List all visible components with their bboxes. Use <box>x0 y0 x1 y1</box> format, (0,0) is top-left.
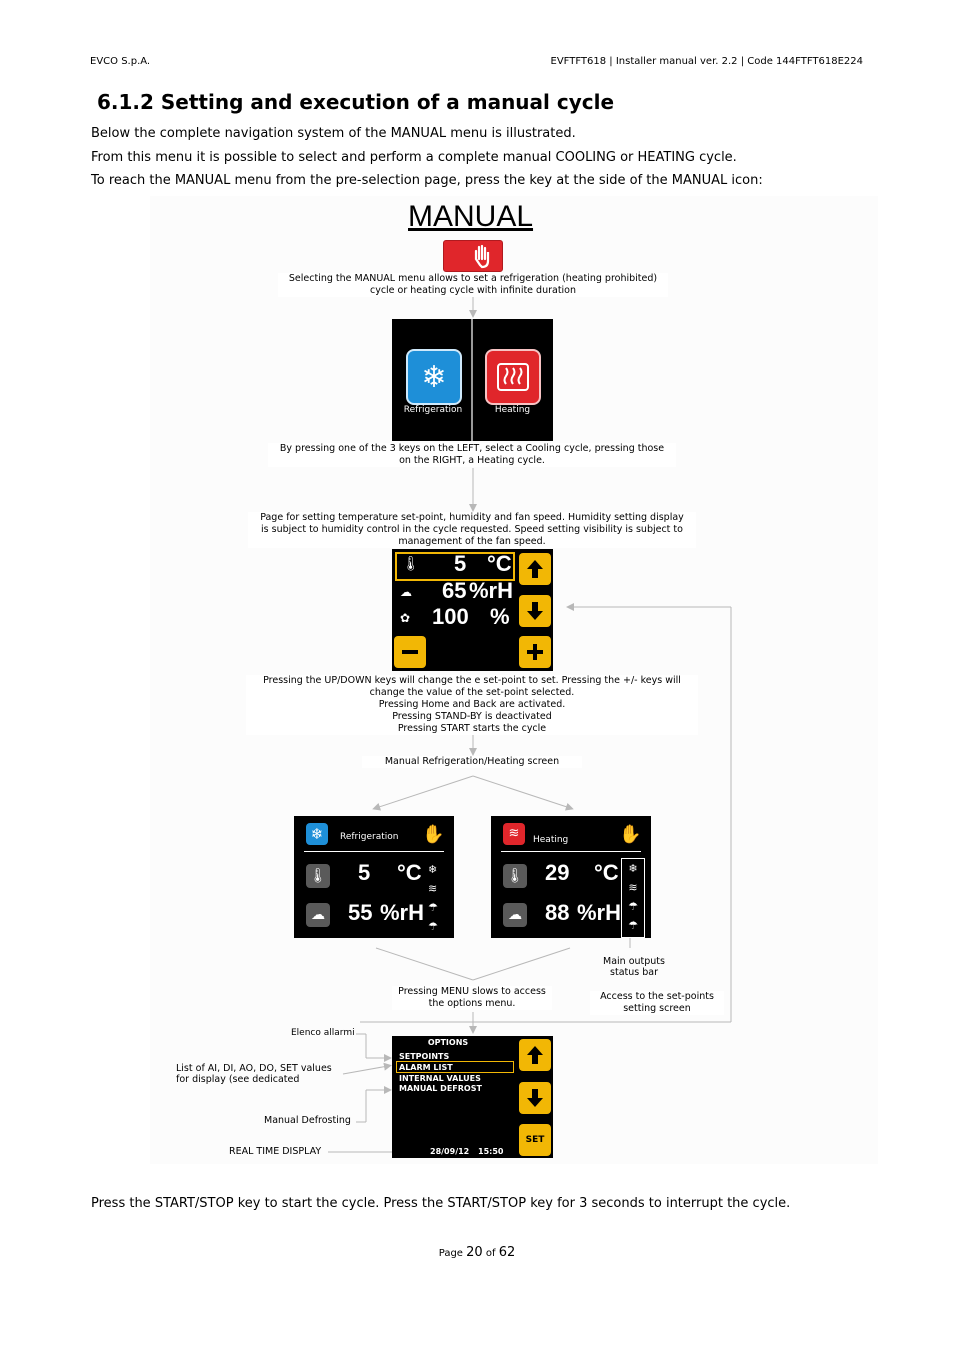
outputs-status-bar: ❄ ≋ ☂ ☂ <box>428 863 438 933</box>
label-values-list: List of AI, DI, AO, DO, SET values for display (see dedicated <box>176 1063 332 1085</box>
current-temp: 5 <box>358 860 371 885</box>
menu-item-internal-values[interactable]: INTERNAL VALUES <box>399 1074 481 1083</box>
caption-setpoint-keys: Pressing the UP/DOWN keys will change the e set-point to set. Pressing the +/- keys will change the value of the set-point selected. Pressing Home and Back are activated. Pressing STAND-BY is deactivated Pressing START starts the cycle <box>246 675 698 735</box>
set-button[interactable]: SET <box>519 1124 551 1156</box>
menu-item-alarm-list[interactable]: ALARM LIST <box>399 1063 453 1072</box>
down-arrow-button[interactable] <box>519 595 551 627</box>
plus-icon <box>526 643 544 661</box>
current-humidity-unit: %rH <box>577 900 622 925</box>
outputs-status-bar: ❄ ≋ ☂ ☂ <box>621 858 645 938</box>
caption-menu-access: Pressing MENU slows to access the options menu. <box>392 986 552 1010</box>
heater-icon: ≋ <box>503 823 525 845</box>
humidity-icon: ☁ <box>400 585 412 599</box>
setpoint-screen <box>392 549 553 671</box>
snowflake-icon[interactable]: ❄ <box>406 349 462 405</box>
cycle-selection-screen <box>392 319 553 441</box>
header-doc-info: EVFTFT618 | Installer manual ver. 2.2 | Code 144FTFT618E224 <box>550 56 863 67</box>
footer-page-word: Page <box>438 1248 463 1259</box>
screen-title: Heating <box>533 835 569 845</box>
caption-setpoint-access: Access to the set-points setting screen <box>590 991 724 1015</box>
intro-paragraph-1: Below the complete navigation system of the MANUAL menu is illustrated. <box>91 126 576 141</box>
closing-paragraph: Press the START/STOP key to start the cycle. Press the START/STOP key for 3 seconds to interrupt the cycle. <box>91 1196 791 1211</box>
menu-item-setpoints[interactable]: SETPOINTS <box>399 1052 450 1061</box>
minus-icon <box>402 650 418 654</box>
intro-paragraph-2: From this menu it is possible to select and perform a complete manual COOLING or HEATING cycle. <box>91 150 737 165</box>
caption-setpoint-page: Page for setting temperature set-point, humidity and fan speed. Humidity setting display is subject to humidity control in the cycle requested. Speed setting visibility is subject to management of the fan speed. <box>248 512 696 548</box>
setpoint-temp-unit: °C <box>487 551 512 576</box>
options-screen <box>392 1036 553 1158</box>
thermometer-icon: 🌡 <box>306 864 330 888</box>
header-company: EVCO S.p.A. <box>90 56 151 67</box>
caption-manual-menu: Selecting the MANUAL menu allows to set a refrigeration (heating prohibited) cycle or heating cycle with infinite duration <box>278 273 668 297</box>
current-humidity: 55 <box>348 900 373 925</box>
caption-manual-screen: Manual Refrigeration/Heating screen <box>362 756 582 768</box>
plus-button[interactable] <box>519 636 551 668</box>
label-refrigeration: Refrigeration <box>403 405 463 415</box>
arrow-up-icon <box>526 559 544 579</box>
caption-cycle-selection: By pressing one of the 3 keys on the LEFT, select a Cooling cycle, pressing those on the RIGHT, a Heating cycle. <box>268 443 676 467</box>
up-arrow-button[interactable] <box>519 553 551 585</box>
refrigeration-screen <box>294 816 454 938</box>
section-title: 6.1.2 Setting and execution of a manual cycle <box>97 90 615 114</box>
heater-icon[interactable] <box>485 349 541 405</box>
current-humidity-unit: %rH <box>380 900 425 925</box>
heating-screen <box>491 816 651 938</box>
minus-button[interactable] <box>394 636 426 668</box>
clock-date: 28/09/12 <box>430 1147 470 1156</box>
clock-time: 15:50 <box>478 1147 504 1156</box>
manual-menu-diagram <box>150 196 878 1164</box>
setpoint-humidity: 65 <box>442 578 467 603</box>
menu-item-manual-defrost[interactable]: MANUAL DEFROST <box>399 1084 482 1093</box>
humidity-icon: ☁ <box>503 903 527 927</box>
arrow-down-icon <box>526 601 544 621</box>
setpoint-temp: 5 <box>454 551 467 576</box>
humidity-icon: ☁ <box>306 903 330 927</box>
footer-of-word: of <box>485 1248 496 1259</box>
setpoint-fan: 100 <box>432 604 469 629</box>
options-title: OPTIONS <box>427 1038 469 1047</box>
current-temp: 29 <box>545 860 570 885</box>
thermometer-icon: 🌡 <box>402 556 420 572</box>
current-temp-unit: °C <box>594 860 619 885</box>
setpoint-fan-unit: % <box>490 604 510 629</box>
footer-page-number: 20 <box>466 1245 483 1260</box>
page-footer <box>0 1245 954 1260</box>
label-manual-defrosting: Manual Defrosting <box>264 1115 351 1126</box>
arrow-down-icon <box>526 1088 544 1108</box>
label-real-time: REAL TIME DISPLAY <box>229 1146 322 1157</box>
down-arrow-button[interactable] <box>519 1082 551 1114</box>
setpoint-humidity-unit: %rH <box>469 578 514 603</box>
footer-page-total: 62 <box>498 1245 516 1260</box>
manual-hand-icon[interactable] <box>443 240 503 272</box>
label-heating: Heating <box>494 405 531 415</box>
current-humidity: 88 <box>545 900 570 925</box>
label-alarm-list: Elenco allarmi <box>291 1028 355 1038</box>
label-main-outputs: Main outputs status bar <box>603 956 665 978</box>
current-temp-unit: °C <box>397 860 422 885</box>
hand-icon: ✋ <box>619 824 642 845</box>
thermometer-icon: 🌡 <box>503 864 527 888</box>
manual-heading: MANUAL <box>408 200 534 233</box>
hand-icon: ✋ <box>422 824 445 845</box>
arrow-up-icon <box>526 1045 544 1065</box>
fan-icon: ✿ <box>400 611 411 625</box>
up-arrow-button[interactable] <box>519 1039 551 1071</box>
intro-paragraph-3: To reach the MANUAL menu from the pre-selection page, press the key at the side of the MANUAL icon: <box>91 173 763 188</box>
screen-title: Refrigeration <box>340 832 399 842</box>
snowflake-icon: ❄ <box>306 823 328 845</box>
